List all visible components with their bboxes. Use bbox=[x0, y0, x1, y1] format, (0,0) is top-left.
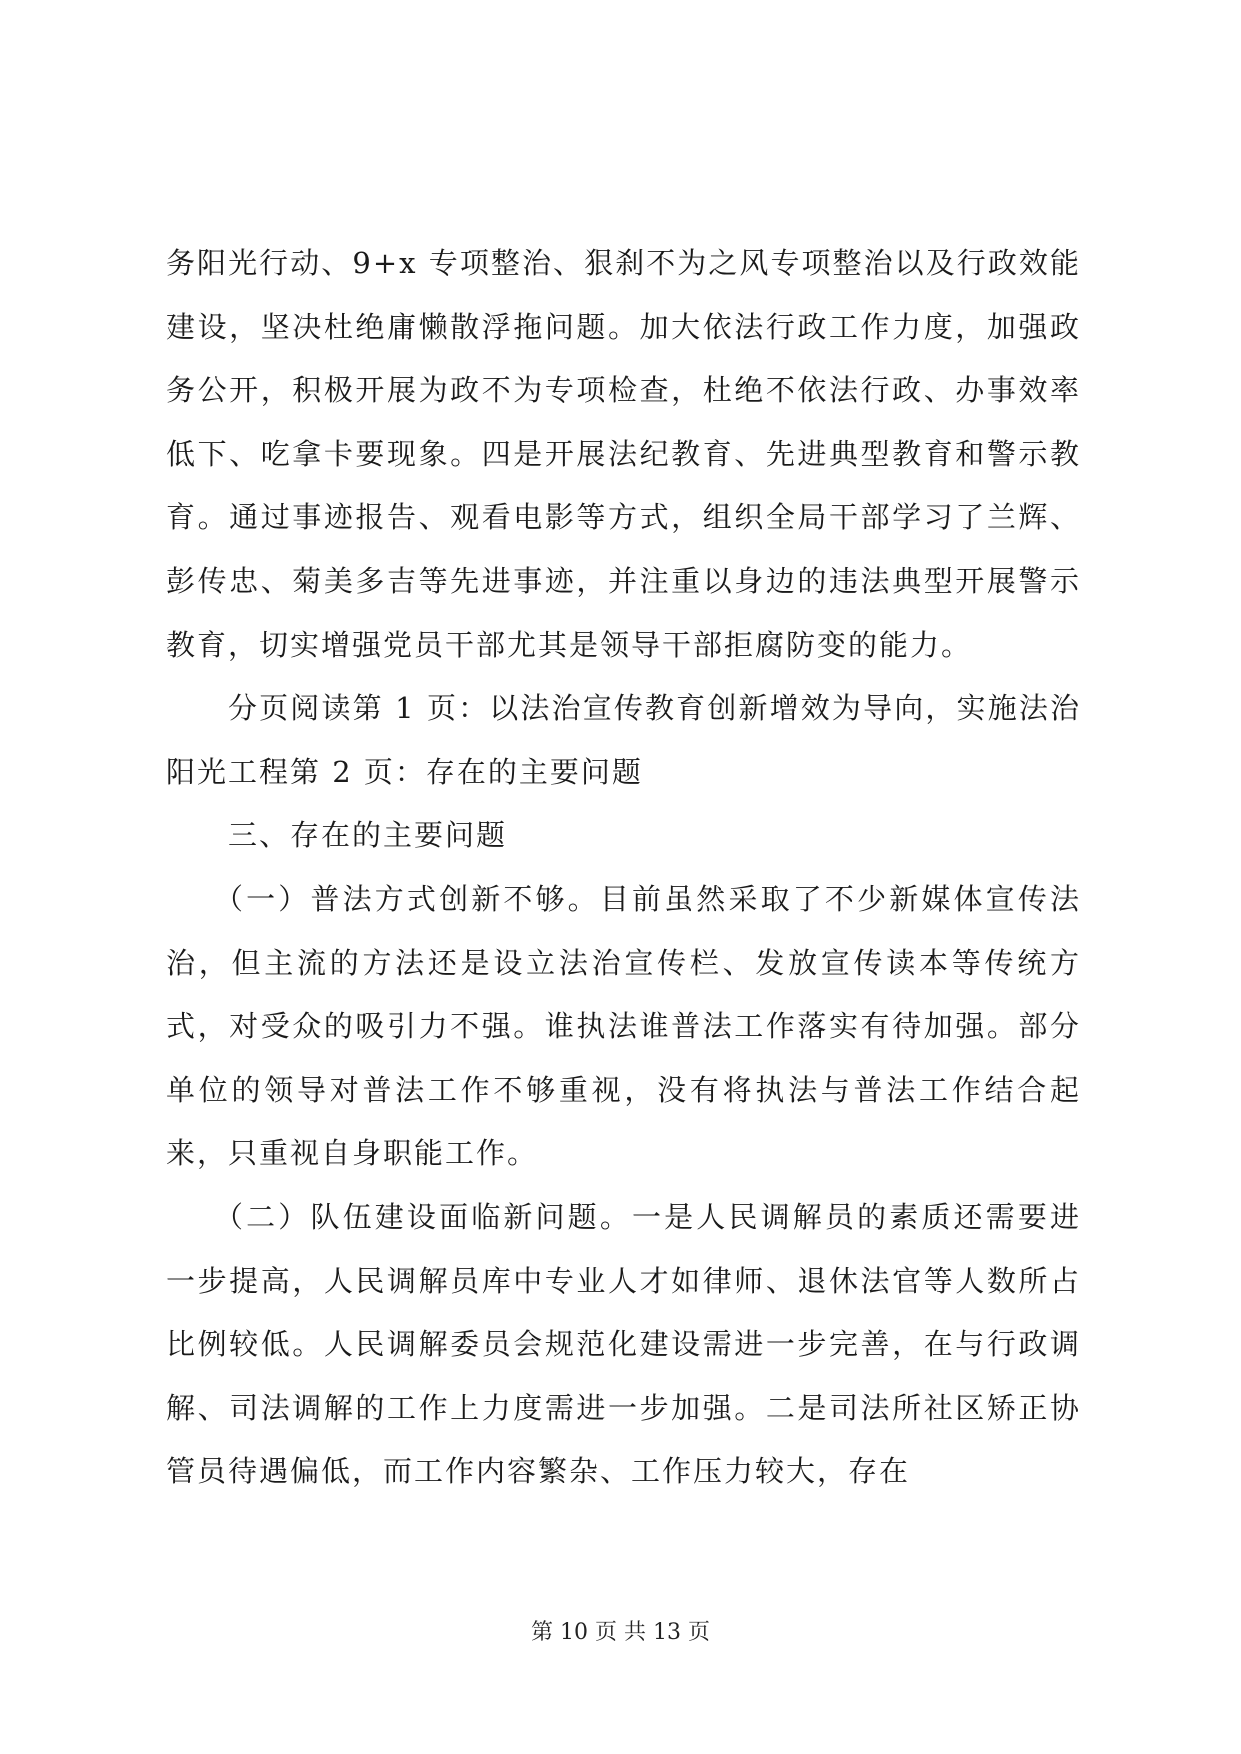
section-heading: 三、存在的主要问题 bbox=[228, 818, 508, 853]
paragraph-continued: 务阳光行动、9+x 专项整治、狠刹不为之风专项整治以及行政效能建设，坚决杜绝庸懒散浮拖问题。加大依法行政工作力度，加强政务公开，积极开展为政不为专项检查，杜绝不依法行政、办事效率低下、吃拿卡要现象。四是开展法纪教育、先进典型教育和警示教育。通过事迹报告、观看电影等方式，组织全局干部学习了兰辉、彭传忠、菊美多吉等先进事迹，并注重以身边的违法典型开展警示教育，切实增强党员干部尤其是领导干部拒腐防变的能力。 bbox=[166, 246, 1081, 662]
paragraph-issue-1: （一）普法方式创新不够。目前虽然采取了不少新媒体宣传法治，但主流的方法还是设立法治宣传栏、发放宣传读本等传统方式，对受众的吸引力不强。谁执法谁普法工作落实有待加强。部分单位的领导对普法工作不够重视，没有将执法与普法工作结合起来，只重视自身职能工作。 bbox=[166, 881, 1081, 1171]
body-text bbox=[166, 232, 1081, 1504]
page-footer: 第 10 页 共 13 页 bbox=[531, 1620, 710, 1645]
paragraph-pagination-note: 分页阅读第 1 页：以法治宣传教育创新增效为导向，实施法治阳光工程第 2 页：存在的主要问题 bbox=[166, 691, 1081, 789]
paragraph-issue-2: （二）队伍建设面临新问题。一是人民调解员的素质还需要进一步提高，人民调解员库中专业人才如律师、退休法官等人数所占比例较低。人民调解委员会规范化建设需进一步完善，在与行政调解、司法调解的工作上力度需进一步加强。二是司法所社区矫正协管员待遇偏低，而工作内容繁杂、工作压力较大，存在 bbox=[166, 1199, 1081, 1489]
